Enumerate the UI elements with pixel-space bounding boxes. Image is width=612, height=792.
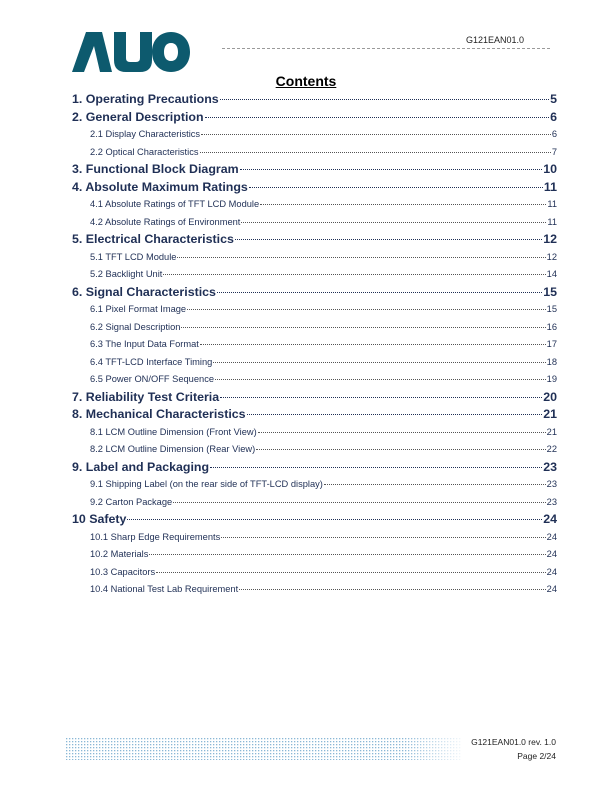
toc-entry-page: 5 — [550, 92, 557, 106]
toc-entry-page: 6 — [551, 129, 557, 139]
logo-letter-a — [72, 32, 112, 72]
toc-entry-label: 8.2 LCM Outline Dimension (Rear View) — [90, 444, 256, 454]
footer-page-number: Page 2/24 — [517, 751, 556, 761]
toc-entry-label: 5.2 Backlight Unit — [90, 269, 163, 279]
toc-dot-leader — [217, 292, 542, 293]
toc-entry-page: 11 — [543, 179, 557, 194]
toc-entry-page: 24 — [546, 531, 557, 542]
toc-entry-label: 7. Reliability Test Criteria — [72, 389, 220, 404]
toc-subsection-entry[interactable] — [72, 214, 557, 232]
toc-entry-page: 7 — [551, 146, 557, 157]
toc-entry-label: 9.1 Shipping Label (on the rear side of TFT-LCD display) — [90, 479, 323, 489]
toc-entry-label: 10.1 Sharp Edge Requirements — [90, 531, 221, 542]
toc-subsection-entry[interactable] — [72, 196, 557, 214]
toc-section-entry[interactable] — [72, 231, 557, 249]
toc-subsection-entry[interactable] — [72, 336, 557, 354]
toc-entry-page: 23 — [546, 479, 557, 489]
toc-dot-leader — [215, 379, 546, 380]
toc-dot-leader — [156, 572, 546, 573]
toc-dot-leader — [187, 309, 546, 310]
toc-entry-page: 21 — [546, 426, 557, 437]
toc-entry-page: 24 — [543, 512, 557, 526]
toc-entry-page: 21 — [543, 407, 557, 421]
toc-entry-page: 24 — [546, 584, 557, 594]
toc-entry-page: 11 — [547, 216, 557, 227]
toc-section-entry[interactable] — [72, 284, 557, 302]
toc-dot-leader — [200, 344, 546, 345]
toc-entry-label: 2. General Description — [72, 109, 204, 124]
toc-entry-label: 10.2 Materials — [90, 549, 149, 559]
toc-subsection-entry[interactable] — [72, 126, 557, 144]
toc-entry-label: 10.4 National Test Lab Requirement — [90, 584, 239, 594]
toc-entry-page: 12 — [546, 251, 557, 262]
footer-revision: G121EAN01.0 rev. 1.0 — [471, 737, 556, 747]
toc-dot-leader — [241, 222, 546, 223]
toc-subsection-entry[interactable] — [72, 529, 557, 547]
toc-entry-page: 16 — [546, 321, 557, 332]
toc-entry-label: 10 Safety — [72, 512, 127, 526]
toc-entry-label: 6.2 Signal Description — [90, 321, 181, 332]
header-divider — [222, 48, 550, 49]
toc-entry-page: 24 — [546, 549, 557, 559]
page-title: Contents — [275, 73, 337, 89]
toc-section-entry[interactable] — [72, 109, 557, 127]
toc-dot-leader — [235, 239, 542, 240]
toc-section-entry[interactable] — [72, 91, 557, 109]
toc-entry-label: 6.4 TFT-LCD Interface Timing — [90, 356, 213, 367]
toc-entry-label: 5. Electrical Characteristics — [72, 232, 234, 246]
toc-dot-leader — [200, 152, 551, 153]
toc-dot-leader — [221, 537, 545, 538]
toc-entry-label: 6.5 Power ON/OFF Sequence — [90, 374, 215, 384]
toc-dot-leader — [240, 169, 543, 170]
toc-section-entry[interactable] — [72, 161, 557, 179]
toc-section-entry[interactable] — [72, 179, 557, 197]
toc-entry-label: 10.3 Capacitors — [90, 566, 156, 577]
toc-subsection-entry[interactable] — [72, 319, 557, 337]
toc-dot-leader — [249, 187, 543, 188]
toc-subsection-entry[interactable] — [72, 371, 557, 389]
toc-section-entry[interactable] — [72, 459, 557, 477]
toc-subsection-entry[interactable] — [72, 266, 557, 284]
toc-dot-leader — [247, 414, 543, 415]
toc-subsection-entry[interactable] — [72, 249, 557, 267]
toc-dot-leader — [213, 362, 545, 363]
toc-entry-page: 18 — [546, 356, 557, 367]
toc-subsection-entry[interactable] — [72, 144, 557, 162]
toc-entry-page: 19 — [546, 374, 557, 384]
toc-dot-leader — [256, 449, 545, 450]
toc-entry-label: 6.3 The Input Data Format — [90, 339, 199, 349]
toc-entry-label: 9.2 Carton Package — [90, 496, 173, 507]
footer-dot-pattern — [66, 738, 462, 760]
toc-entry-page: 15 — [546, 304, 557, 314]
toc-entry-page: 11 — [547, 199, 557, 209]
toc-dot-leader — [239, 589, 546, 590]
toc-dot-leader — [149, 554, 545, 555]
toc-subsection-entry[interactable] — [72, 546, 557, 564]
toc-subsection-entry[interactable] — [72, 301, 557, 319]
header-doc-code: G121EAN01.0 — [466, 35, 525, 45]
toc-dot-leader — [181, 327, 545, 328]
toc-entry-label: 1. Operating Precautions — [72, 92, 219, 106]
toc-entry-label: 9. Label and Packaging — [72, 459, 210, 474]
toc-entry-label: 8. Mechanical Characteristics — [72, 407, 246, 421]
toc-entry-label: 2.1 Display Characteristics — [90, 129, 201, 139]
toc-subsection-entry[interactable] — [72, 354, 557, 372]
logo-letter-u — [114, 32, 152, 72]
toc-entry-label: 6.1 Pixel Format Image — [90, 304, 187, 314]
toc-dot-leader — [201, 134, 551, 135]
toc-entry-page: 24 — [546, 566, 557, 577]
toc-entry-page: 20 — [543, 389, 557, 404]
toc-entry-label: 4. Absolute Maximum Ratings — [72, 179, 248, 194]
toc-entry-label: 8.1 LCM Outline Dimension (Front View) — [90, 426, 257, 437]
toc-dot-leader — [210, 467, 542, 468]
table-of-contents — [72, 91, 557, 599]
toc-subsection-entry[interactable] — [72, 441, 557, 459]
toc-dot-leader — [173, 502, 545, 503]
toc-dot-leader — [260, 204, 546, 205]
toc-entry-label: 4.2 Absolute Ratings of Environment — [90, 216, 241, 227]
toc-entry-page: 12 — [543, 232, 557, 246]
toc-entry-page: 22 — [546, 444, 557, 454]
toc-dot-leader — [258, 432, 546, 433]
toc-entry-page: 15 — [543, 284, 557, 299]
toc-dot-leader — [324, 484, 546, 485]
toc-section-entry[interactable] — [72, 389, 557, 407]
toc-dot-leader — [205, 117, 550, 118]
toc-subsection-entry[interactable] — [72, 424, 557, 442]
toc-section-entry[interactable] — [72, 511, 557, 529]
toc-section-entry[interactable] — [72, 406, 557, 424]
toc-dot-leader — [127, 519, 542, 520]
toc-dot-leader — [163, 274, 545, 275]
toc-entry-label: 6. Signal Characteristics — [72, 284, 216, 299]
toc-dot-leader — [177, 257, 545, 258]
toc-subsection-entry[interactable] — [72, 476, 557, 494]
toc-entry-page: 23 — [546, 496, 557, 507]
toc-entry-page: 6 — [550, 109, 557, 124]
toc-subsection-entry[interactable] — [72, 564, 557, 582]
toc-subsection-entry[interactable] — [72, 581, 557, 599]
toc-entry-page: 10 — [543, 162, 557, 176]
toc-dot-leader — [220, 397, 542, 398]
auo-logo — [72, 32, 190, 72]
toc-entry-page: 17 — [546, 339, 557, 349]
toc-subsection-entry[interactable] — [72, 494, 557, 512]
logo-letter-o — [152, 32, 190, 72]
toc-entry-page: 23 — [543, 459, 557, 474]
toc-entry-label: 5.1 TFT LCD Module — [90, 251, 177, 262]
toc-entry-label: 4.1 Absolute Ratings of TFT LCD Module — [90, 199, 260, 209]
toc-entry-page: 14 — [546, 269, 557, 279]
toc-entry-label: 3. Functional Block Diagram — [72, 162, 239, 176]
toc-entry-label: 2.2 Optical Characteristics — [90, 146, 199, 157]
toc-dot-leader — [220, 99, 549, 100]
